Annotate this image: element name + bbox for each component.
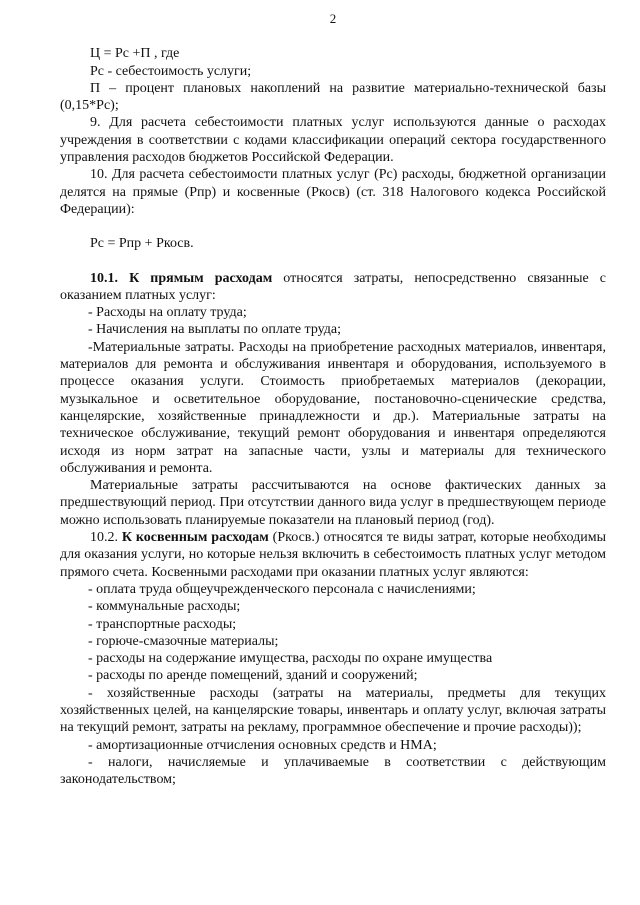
list-item: - расходы по аренде помещений, зданий и сооружений; (88, 668, 418, 684)
list-item: - коммунальные расходы; (88, 599, 241, 615)
section-10-1-text: относятся затраты, непосредственно связанные с оказанием платных услуг: (60, 270, 607, 303)
section-10-2 (60, 529, 606, 581)
list-item: - Расходы на оплату труда; (88, 305, 247, 321)
spacer (60, 253, 606, 270)
material-costs-note: Материальные затраты рассчитываются на основе фактических данных за предшествующий период. При отсутствии данного вида услуг в предшествующем периоде можно использовать планируемые показатели на плановый период (год). (60, 478, 606, 528)
list-item: - горюче-смазочные материалы; (88, 633, 279, 649)
section-10-1-number: 10.1. (90, 270, 118, 286)
paragraph-10: 10. Для расчета себестоимости платных услуг (Рс) расходы, бюджетной организации делятся на прямые (Рпр) и косвенные (Ркосв) (ст. 318 Налогового кодекса Российской Федерации): (60, 167, 606, 217)
price-formula: Ц = Рс +П , где (90, 46, 180, 62)
section-10-2-heading: К косвенным расходам (121, 530, 269, 546)
section-10-2-number: 10.2. (90, 530, 118, 546)
list-item: - хозяйственные расходы (затраты на материалы, предметы для текущих хозяйственных целей, на канцелярские товары, инвентарь и оплату услуг, включая затраты на текущий ремонт, затраты на рекламу, программное обеспечение и прочие расходы)); (60, 685, 606, 736)
definition-p: П – процент плановых накоплений на развитие материально-технической базы (0,15*Рс); (60, 80, 606, 114)
list-item: - расходы на содержание имущества, расходы по охране имущества (88, 651, 493, 667)
page-number: 2 (329, 11, 337, 26)
definition-rs: Рс - себестоимость услуги; (90, 63, 252, 79)
list-item: - транспортные расходы; (88, 616, 237, 632)
list-item: - оплата труда общеучрежденческого персонала с начислениями; (88, 581, 476, 597)
section-10-1-heading: К прямым расходам (129, 270, 273, 286)
list-item: - амортизационные отчисления основных средств и НМА; (88, 737, 437, 753)
section-10-2-text: (Ркосв.) относятся те виды затрат, которые необходимы для оказания услуги, но которые нельзя включить в себестоимость платных услуг методом прямого счета. Косвенными расходами при оказании платных услуг являются: (60, 530, 607, 580)
section-10-1 (60, 270, 606, 305)
list-item: - Начисления на выплаты по оплате труда; (88, 322, 341, 338)
list-item: -Материальные затраты. Расходы на приобретение расходных материалов, инвентаря, материалов для ремонта и обслуживания инвентаря и оборудования, используемого в процессе оказания услуги. Стоимость приобретаемых материалов (декорации, музыкальное и осветительное оборудование, постановочно-сценические средства, канцелярские, хозяйственные принадлежности и др.). Материальные затраты на техническое обслуживание, текущий ремонт оборудования и инвентаря определяются исходя из норм затрат на запасные части, узлы и материалы для технического обслуживания и ремонта. (60, 339, 606, 476)
spacer (60, 218, 606, 235)
cost-formula: Рс = Рпр + Ркосв. (90, 236, 194, 252)
paragraph-9: 9. Для расчета себестоимости платных услуг используются данные о расходах учреждения в соответствии с кодами классификации операций сектора государственного управления расходов бюджетов Российской Федерации. (60, 115, 606, 166)
list-item: - налоги, начисляемые и уплачиваемые в соответствии с действующим законодательством; (60, 754, 606, 788)
